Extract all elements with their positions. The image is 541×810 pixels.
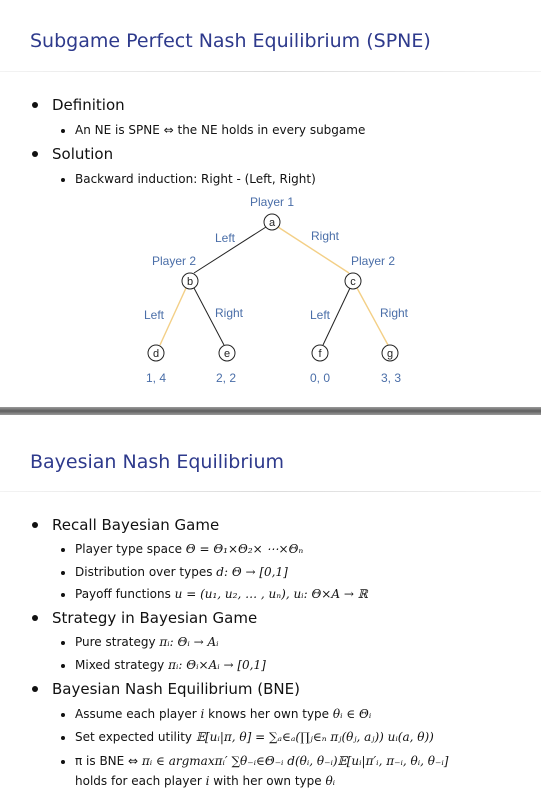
payoff-math: u = (u₁, u₂, … , uₙ), uᵢ: Θ×A → ℝ [174, 587, 368, 601]
bullet-recall: Recall Bayesian Game [52, 516, 220, 534]
edge-label-c-g: Right [379, 306, 409, 320]
node-b-label: b [186, 276, 194, 288]
payoff-f: 0, 0 [309, 371, 331, 385]
pure-text: Pure strategy [75, 635, 160, 649]
payoff-e: 2, 2 [215, 371, 237, 385]
holds-math: θᵢ [325, 774, 336, 788]
mixed-text: Mixed strategy [75, 658, 169, 672]
player2-right-label: Player 2 [350, 254, 396, 268]
sub-bullet-solution: Backward induction: Right - (Left, Right) [75, 172, 316, 186]
player1-label: Player 1 [249, 195, 295, 209]
sub-bullet-expected [75, 730, 434, 744]
payoff-g: 3, 3 [380, 371, 402, 385]
payoff-d: 1, 4 [145, 371, 167, 385]
slide-title: Subgame Perfect Nash Equilibrium (SPNE) [30, 30, 431, 52]
assume-var: i [200, 707, 205, 721]
edge-label-b-d: Left [143, 308, 165, 322]
bullet-definition: Definition [52, 96, 125, 114]
distribution-text: Distribution over types [75, 565, 217, 579]
assume-math: θᵢ ∈ Θᵢ [332, 707, 372, 721]
bullet-bne: Bayesian Nash Equilibrium (BNE) [52, 680, 300, 698]
slide-bne [0, 415, 541, 810]
holds-var: i [205, 774, 210, 788]
sub-bullet-payoff [75, 587, 368, 601]
expected-text: Set expected utility [75, 730, 196, 744]
node-e-label: e [223, 348, 231, 360]
slide-divider [0, 407, 541, 415]
edge-label-b-e: Right [214, 306, 244, 320]
type-space-text: Player type space [75, 542, 186, 556]
bne-holds-line [75, 774, 335, 788]
sub-bullet-distribution [75, 565, 288, 579]
holds-text: holds for each player [75, 774, 206, 788]
slide-title: Bayesian Nash Equilibrium [30, 451, 284, 473]
edge-label-c-f: Left [309, 308, 331, 322]
mixed-math: πᵢ: Θᵢ×Aᵢ → [0,1] [168, 658, 266, 672]
sub-bullet-pure [75, 635, 219, 649]
node-g-label: g [386, 348, 394, 360]
edge-label-a-b: Left [214, 231, 236, 245]
pure-math: πᵢ: Θᵢ → Aᵢ [159, 635, 219, 649]
sub-bullet-definition: An NE is SPNE ⇔ the NE holds in every subgame [75, 123, 366, 137]
bullet-strategy: Strategy in Bayesian Game [52, 609, 258, 627]
type-space-math: Θ = Θ₁×Θ₂× ⋯×Θₙ [185, 542, 304, 556]
assume-mid: knows her own type [204, 707, 333, 721]
node-d-label: d [152, 348, 160, 360]
assume-text: Assume each player [75, 707, 201, 721]
sub-bullet-assume [75, 707, 371, 721]
payoff-text: Payoff functions [75, 587, 175, 601]
bullet-solution: Solution [52, 145, 114, 163]
node-a-label: a [268, 217, 276, 229]
sub-bullet-bne-def [75, 754, 448, 768]
node-f-label: f [318, 348, 322, 360]
bne-def-text: π is BNE ⇔ [75, 754, 142, 768]
holds-mid: with her own type [209, 774, 326, 788]
bne-def-math: πᵢ ∈ argmaxπᵢ′ ∑θ₋ᵢ∈Θ₋ᵢ d(θᵢ, θ₋ᵢ)𝔼[uᵢ|π′ᵢ, π₋ᵢ, θᵢ, θ₋ᵢ] [141, 754, 449, 768]
distribution-math: d: Θ → [0,1] [216, 565, 288, 579]
edge-label-a-c: Right [310, 229, 340, 243]
player2-left-label: Player 2 [151, 254, 197, 268]
sub-bullet-mixed [75, 658, 266, 672]
title-rule [0, 491, 541, 492]
expected-math: 𝔼[uᵢ|π, θ] = ∑ₐ∈ₐ(∏ⱼ∈ₙ πⱼ(θⱼ, aⱼ)) uᵢ(a, θ)) [195, 730, 434, 744]
node-c-label: c [350, 276, 356, 288]
sub-bullet-type-space [75, 542, 303, 556]
